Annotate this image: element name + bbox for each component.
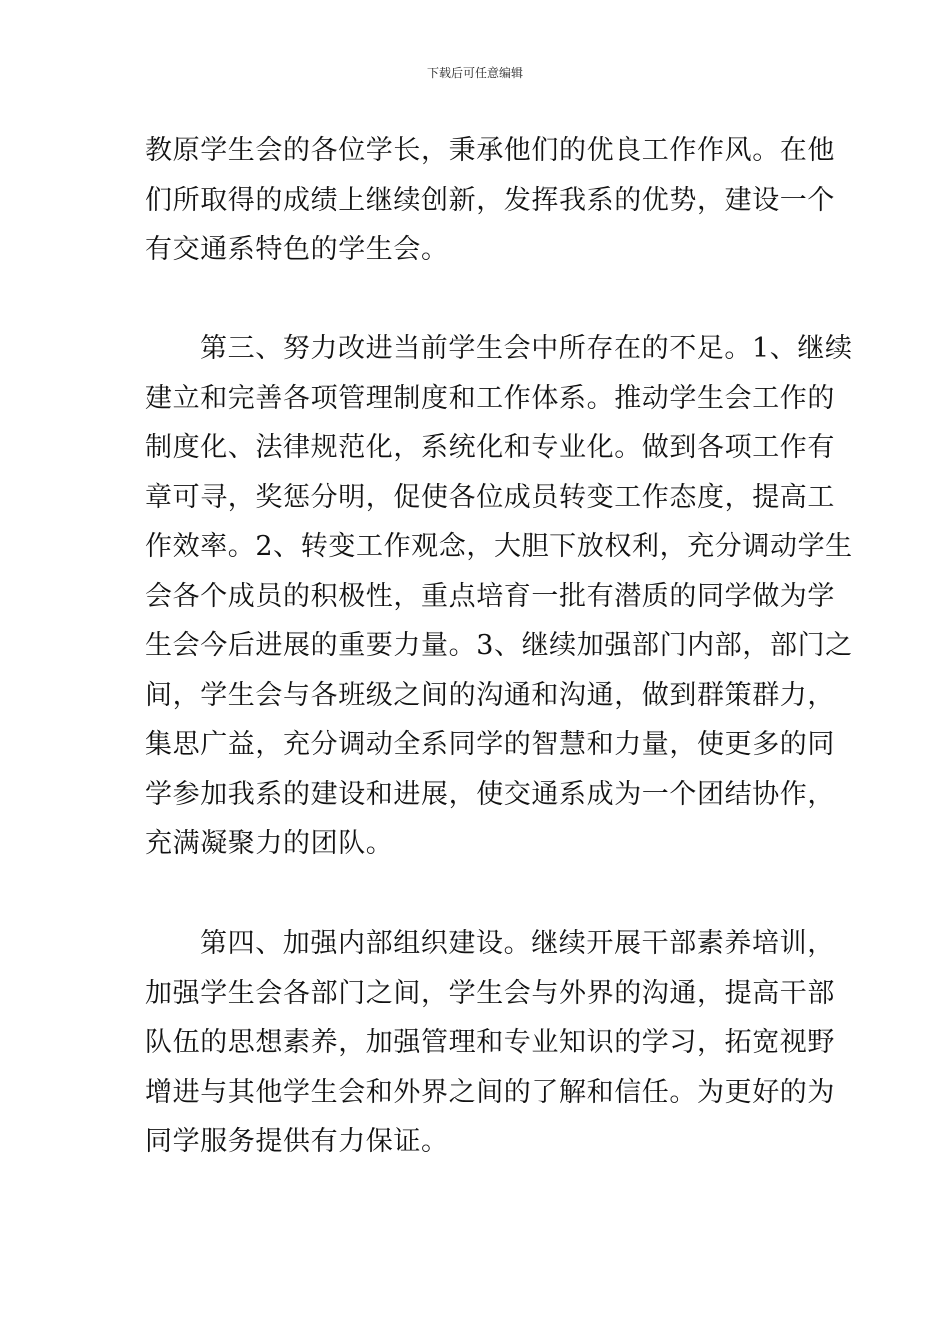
paragraph-line: 生会今后进展的重要力量。3、继续加强部门内部，部门之: [145, 630, 853, 661]
paragraph-1: [145, 126, 835, 275]
paragraph-line: 增进与其他学生会和外界之间的了解和信任。为更好的为: [145, 1076, 835, 1108]
paragraph-line: 加强学生会各部门之间，学生会与外界的沟通，提高干部: [145, 977, 835, 1009]
paragraph-line: 有交通系特色的学生会。: [145, 234, 449, 265]
paragraph-line: 建立和完善各项管理制度和工作体系。推动学生会工作的: [145, 382, 835, 414]
paragraph-line: 作效率。2、转变工作观念，大胆下放权利，充分调动学生: [145, 531, 853, 562]
paragraph-line: 学参加我系的建设和进展，使交通系成为一个团结协作，: [145, 778, 835, 810]
paragraph-line: 间，学生会与各班级之间的沟通和沟通，做到群策群力，: [145, 679, 835, 711]
paragraph-line: 章可寻，奖惩分明，促使各位成员转变工作态度，提高工: [145, 481, 835, 513]
paragraph-line: 们所取得的成绩上继续创新，发挥我系的优势，建设一个: [145, 184, 835, 216]
paragraph-line: 集思广益，充分调动全系同学的智慧和力量，使更多的同: [145, 729, 835, 760]
paragraph-2: [145, 324, 853, 869]
paragraph-line: 教原学生会的各位学长，秉承他们的优良工作作风。在他: [145, 135, 835, 166]
paragraph-line: 充满凝聚力的团队。: [145, 828, 394, 859]
paragraph-line: 制度化、法律规范化，系统化和专业化。做到各项工作有: [145, 432, 835, 463]
paragraph-line: 同学服务提供有力保证。: [145, 1126, 449, 1157]
paragraph-line: 第三、努力改进当前学生会中所存在的不足。1、继续: [200, 333, 853, 364]
paragraph-line: 会各个成员的积极性，重点培育一批有潜质的同学做为学: [145, 580, 835, 612]
paragraph-line: 第四、加强内部组织建设。继续开展干部素养培训，: [200, 928, 835, 959]
paragraph-line: 队伍的思想素养，加强管理和专业知识的学习，拓宽视野: [145, 1027, 835, 1058]
paragraph-3: [145, 919, 835, 1167]
page-header: 下载后可任意编辑: [426, 66, 523, 80]
